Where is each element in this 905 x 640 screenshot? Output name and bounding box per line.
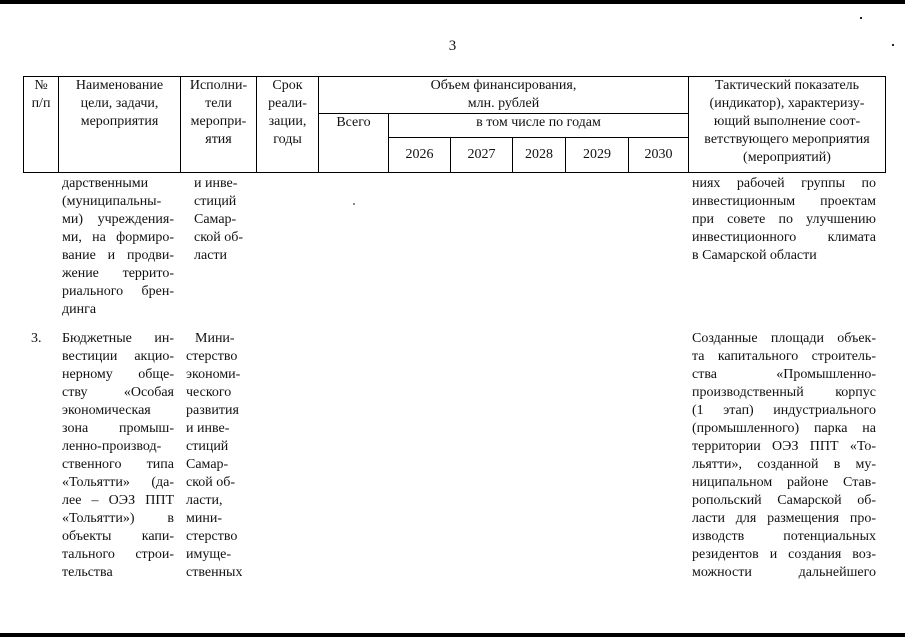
bottom-border-rule	[0, 633, 905, 637]
row-1-name: дарственными (муниципальны- ми) учреждения- ми, на формиро- вание и продви- жение террито- риального брен- динга	[62, 176, 174, 317]
header-by-years: в том числе по годам	[389, 114, 689, 138]
header-name: Наименование цели, задачи, мероприятия	[59, 77, 181, 173]
header-year-2026: 2026	[389, 138, 451, 173]
header-year-2029: 2029	[566, 138, 629, 173]
header-year-2030: 2030	[629, 138, 689, 173]
row-1-indicator: ниях рабочей группы по инвестиционным проектам при совете по улучшению инвестиционного климата в Самарской области	[692, 176, 876, 263]
header-year-2028: 2028	[513, 138, 566, 173]
scan-speck	[353, 203, 355, 205]
scan-speck	[860, 17, 862, 19]
row-3-executors: Мини- стерство экономи- ческого развития и инве- стиций Самар- ской об- ласти, мини- стерство имуще- ственных	[186, 331, 243, 580]
row-3-name: Бюджетные ин- вестиции акцио- нерному обще- ству «Особая экономическая зона промыш- ленно-производ- ственного типа «Тольятти» (да- лее – ОЭЗ ППТ «Тольятти») в объекты капи- тального строи- тельства	[62, 331, 174, 580]
header-year-2027: 2027	[451, 138, 513, 173]
row-3-number: 3.	[31, 331, 42, 346]
header-total: Всего	[319, 114, 389, 173]
top-border-rule	[0, 0, 905, 4]
row-3-indicator: Созданные площади объек- та капитального строитель- ства «Промышленно- производственный корпус (1 этап) индустриального (промышленного) парка на территории ОЭЗ ППТ «То- льятти», созданной в му- ниципальном районе Став- ропольский Самарской об- ласти для размещения про- изводств потенциальных резидентов и создания воз- можности дальнейшего	[692, 331, 876, 580]
table-header	[23, 76, 886, 173]
header-num: № п/п	[24, 77, 59, 173]
page-number: 3	[448, 38, 457, 54]
row-1-executors: и инве- стиций Самар- ской об- ласти	[194, 176, 244, 263]
header-financing-volume: Объем финансирования, млн. рублей	[319, 77, 689, 114]
header-executors: Исполни- тели меропри- ятия	[181, 77, 257, 173]
header-term: Срок реали- зации, годы	[257, 77, 319, 173]
header-indicator: Тактический показатель (индикатор), характеризу- ющий выполнение соот- ветствующего мероприятия (мероприятий)	[689, 77, 886, 173]
